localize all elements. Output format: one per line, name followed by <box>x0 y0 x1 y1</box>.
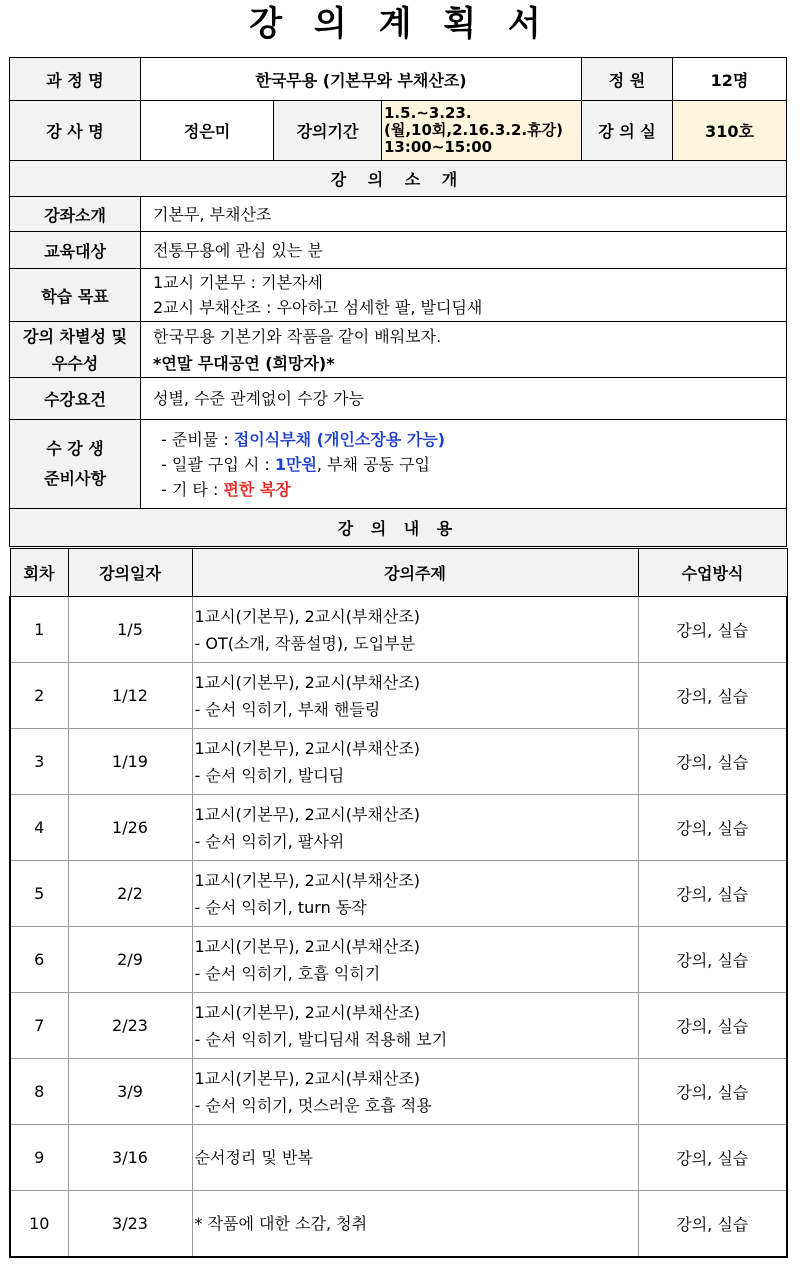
session-method: 강의, 실습 <box>638 993 787 1059</box>
session-topic-line-1: 1교시(기본무), 2교시(부채산조) <box>194 738 421 758</box>
session-method: 강의, 실습 <box>638 861 787 927</box>
session-method: 강의, 실습 <box>638 1059 787 1125</box>
prep-materials-highlight: 접이식부채 (개인소장용 가능) <box>233 429 446 449</box>
differentiation-value <box>141 322 787 378</box>
header-date: 강의일자 <box>68 549 192 597</box>
session-date: 3/16 <box>68 1125 192 1191</box>
session-topic <box>192 861 638 927</box>
session-date: 2/9 <box>68 927 192 993</box>
session-topic <box>192 795 638 861</box>
session-topic-line-2: - 순서 익히기, 발디딤 <box>194 765 345 785</box>
session-method: 강의, 실습 <box>638 597 787 663</box>
session-method: 강의, 실습 <box>638 729 787 795</box>
goal-label: 학습 목표 <box>10 269 141 322</box>
differentiation-label-line-2: 우수성 <box>51 353 99 373</box>
session-method: 강의, 실습 <box>638 927 787 993</box>
session-topic-line-2: - OT(소개, 작품설명), 도입부분 <box>194 633 416 653</box>
schedule-row <box>10 993 787 1059</box>
schedule-row <box>10 1125 787 1191</box>
target-value: 전통무용에 관심 있는 분 <box>141 232 787 269</box>
session-number: 10 <box>10 1191 68 1257</box>
differentiation-line-2: *연말 무대공연 (희망자)* <box>153 353 335 373</box>
session-date: 2/23 <box>68 993 192 1059</box>
session-topic-line-1: 1교시(기본무), 2교시(부채산조) <box>194 1068 421 1088</box>
session-topic-line-1: 1교시(기본무), 2교시(부채산조) <box>194 606 421 626</box>
session-topic-line-1: 1교시(기본무), 2교시(부채산조) <box>194 672 421 692</box>
schedule-row <box>10 663 787 729</box>
session-number: 3 <box>10 729 68 795</box>
header-method: 수업방식 <box>638 549 787 597</box>
prep-item-purchase <box>161 452 786 477</box>
session-topic-line-1: * 작품에 대한 소감, 청취 <box>194 1213 368 1233</box>
schedule-row <box>10 1191 787 1257</box>
schedule-row <box>10 795 787 861</box>
prep-item-other <box>161 477 786 502</box>
preparation-label <box>10 420 141 509</box>
schedule-row <box>10 927 787 993</box>
course-name-label: 과 정 명 <box>10 58 141 101</box>
period-time: 13:00~15:00 <box>384 138 493 156</box>
session-topic <box>192 1059 638 1125</box>
prep-purchase-prefix: - 일괄 구입 시 : <box>161 454 275 474</box>
session-number: 5 <box>10 861 68 927</box>
session-number: 4 <box>10 795 68 861</box>
header-topic: 강의주제 <box>192 549 638 597</box>
session-method: 강의, 실습 <box>638 1125 787 1191</box>
schedule-section-header: 강 의 내 용 <box>10 509 787 547</box>
preparation-label-line-2: 준비사항 <box>44 469 106 488</box>
period-value <box>382 101 582 161</box>
prep-other-prefix: - 기 타 : <box>161 479 224 499</box>
differentiation-label-line-1: 강의 차별성 및 <box>23 326 127 346</box>
session-topic-line-2: - 순서 익히기, 멋스러운 호흡 적용 <box>194 1095 432 1115</box>
session-topic-line-1: 1교시(기본무), 2교시(부채산조) <box>194 804 421 824</box>
session-topic-line-1: 1교시(기본무), 2교시(부채산조) <box>194 870 421 890</box>
session-number: 8 <box>10 1059 68 1125</box>
schedule-row <box>10 597 787 663</box>
header-session: 회차 <box>10 549 68 597</box>
intro-section-header: 강 의 소 개 <box>10 161 787 197</box>
instructor-value: 정은미 <box>141 101 274 161</box>
session-topic <box>192 927 638 993</box>
prep-purchase-price: 1만원 <box>274 454 317 474</box>
prep-item-materials <box>161 427 786 452</box>
session-topic-line-1: 1교시(기본무), 2교시(부채산조) <box>194 1002 421 1022</box>
session-number: 6 <box>10 927 68 993</box>
period-schedule-note: (월,10회,2.16.3.2.휴강) <box>384 121 563 139</box>
summary-label: 강좌소개 <box>10 197 141 232</box>
prep-other-highlight: 편한 복장 <box>223 479 291 499</box>
session-date: 1/12 <box>68 663 192 729</box>
session-topic-line-1: 순서정리 및 반복 <box>194 1148 313 1167</box>
requirement-label: 수강요건 <box>10 378 141 420</box>
session-topic <box>192 663 638 729</box>
summary-value: 기본무, 부채산조 <box>141 197 787 232</box>
preparation-value <box>141 420 787 509</box>
session-date: 3/9 <box>68 1059 192 1125</box>
preparation-label-line-1: 수 강 생 <box>46 439 104 458</box>
session-number: 9 <box>10 1125 68 1191</box>
schedule-header-row <box>10 549 787 597</box>
session-method: 강의, 실습 <box>638 663 787 729</box>
session-date: 1/19 <box>68 729 192 795</box>
session-date: 3/23 <box>68 1191 192 1257</box>
differentiation-label <box>10 322 141 378</box>
requirement-value: 성별, 수준 관계없이 수강 가능 <box>141 378 787 420</box>
capacity-value: 12명 <box>673 58 787 101</box>
capacity-label: 정 원 <box>582 58 673 101</box>
session-number: 7 <box>10 993 68 1059</box>
session-topic-line-1: 1교시(기본무), 2교시(부채산조) <box>194 936 421 956</box>
room-value: 310호 <box>673 101 787 161</box>
session-number: 1 <box>10 597 68 663</box>
session-topic <box>192 1191 638 1257</box>
session-method: 강의, 실습 <box>638 795 787 861</box>
session-number: 2 <box>10 663 68 729</box>
session-date: 1/5 <box>68 597 192 663</box>
schedule-table <box>9 548 788 1258</box>
session-topic-line-2: - 순서 익히기, 호흡 익히기 <box>194 963 381 983</box>
target-label: 교육대상 <box>10 232 141 269</box>
session-topic <box>192 993 638 1059</box>
session-topic-line-2: - 순서 익히기, turn 동작 <box>194 897 367 917</box>
prep-materials-prefix: - 준비물 : <box>161 429 234 449</box>
prep-purchase-suffix: , 부채 공동 구입 <box>316 454 431 474</box>
goal-line-2: 2교시 부채산조 : 우아하고 섬세한 팔, 발디딤새 <box>153 298 483 317</box>
session-topic-line-2: - 순서 익히기, 부채 핸들링 <box>194 699 381 719</box>
page-title: 강 의 계 획 서 <box>249 4 551 44</box>
session-topic <box>192 597 638 663</box>
period-dates: 1.5.~3.23. <box>384 104 472 122</box>
schedule-row <box>10 729 787 795</box>
session-topic-line-2: - 순서 익히기, 발디딤새 적용해 보기 <box>194 1029 448 1049</box>
session-topic-line-2: - 순서 익히기, 팔사위 <box>194 831 345 851</box>
session-topic <box>192 1125 638 1191</box>
course-name-value: 한국무용 (기본무와 부채산조) <box>141 58 582 101</box>
instructor-label: 강 사 명 <box>10 101 141 161</box>
session-topic <box>192 729 638 795</box>
course-info-table <box>9 57 787 547</box>
session-method: 강의, 실습 <box>638 1191 787 1257</box>
schedule-row <box>10 1059 787 1125</box>
differentiation-line-1: 한국무용 기본기와 작품을 같이 배워보자. <box>153 326 442 346</box>
room-label: 강 의 실 <box>582 101 673 161</box>
period-label: 강의기간 <box>274 101 382 161</box>
goal-value <box>141 269 787 322</box>
session-date: 1/26 <box>68 795 192 861</box>
goal-line-1: 1교시 기본무 : 기본자세 <box>153 273 323 292</box>
session-date: 2/2 <box>68 861 192 927</box>
schedule-row <box>10 861 787 927</box>
